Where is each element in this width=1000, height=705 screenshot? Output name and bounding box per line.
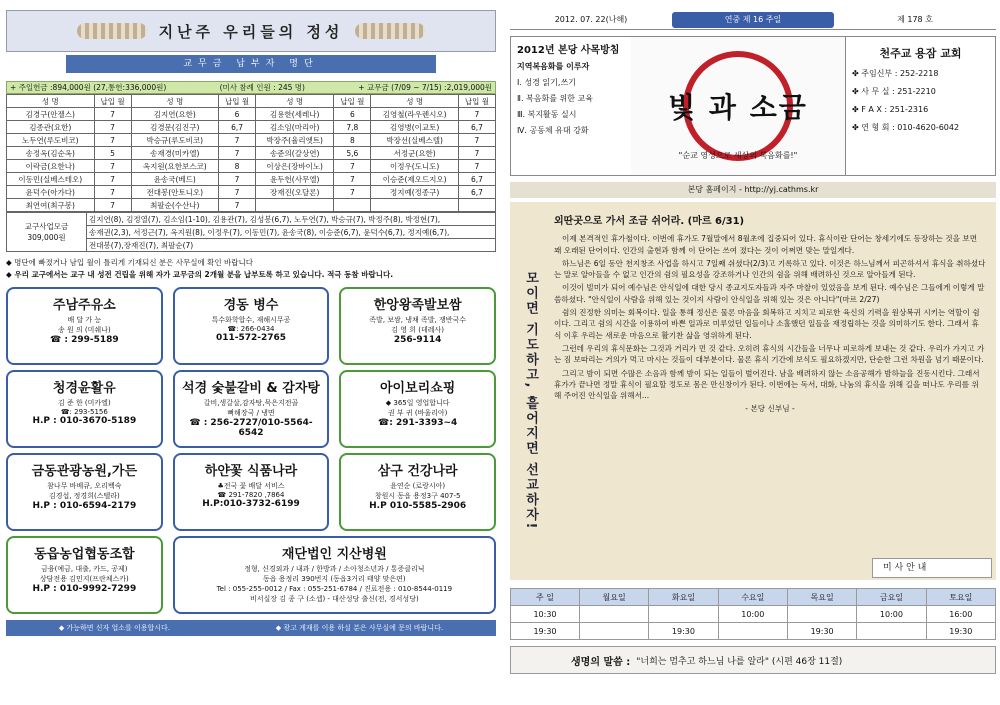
ad-phone: H.P 010-5585-2906 [369,501,467,511]
column-header: 성 명 [7,95,95,108]
table-cell: 박장선(실베스텔) [371,134,459,147]
plan-item: Ⅱ. 복음화를 위한 교육 [517,94,593,103]
table-cell: 정지예(정종구) [371,186,459,199]
ad-line: 송 원 의 (미쉐나) [57,326,111,334]
mass-time: 19:30 [787,623,856,640]
table-cell: 장재진(오달론) [256,186,334,199]
ads-grid [6,287,496,614]
parish-info [845,37,995,175]
table-cell: 7,8 [334,121,371,134]
ad-name: 청경윤활유 [52,381,116,396]
ad-name: 동읍농업협동조합 [34,547,135,562]
pastor-message [510,202,996,580]
mass-time [579,623,648,640]
table-row [7,108,496,121]
ad-phone: 256-9114 [393,335,442,345]
ad-name: 삼구 건강나라 [377,464,458,479]
dues-total: + 교무금 (7/09 ~ 7/15) :2,019,000원 [358,83,492,92]
table-cell [334,199,371,212]
day-header: 목요일 [787,589,856,606]
word-of-life [510,646,996,674]
mass-time: 10:30 [511,606,580,623]
message-paragraph: 이것이 빌미가 되어 예수님은 안식일에 대한 당시 종교지도자들과 자주 마찰이 있었음을 보게 된다. 예수님은 그들에게 이렇게 말씀하셨다. "안식일이 사람을 위해 있는 것이지 사람이 안식일을 위해 있는 것은 아니다"(마르 2/27) [554,283,985,304]
table-cell: 8 [334,134,371,147]
left-page [6,10,496,690]
footer-note: ◆ 가능하면 신자 업소를 이용합시다. [58,624,171,632]
mass-time: 19:30 [511,623,580,640]
table-cell: 노두연(루도비코) [7,134,95,147]
ad-line: 상담전용 김민지(프란체스카) [39,575,129,583]
column-header: 성 명 [371,95,459,108]
table-cell: 7 [94,108,131,121]
ad-card[interactable] [339,453,496,531]
table-cell: 박장주(율리엣트) [256,134,334,147]
ad-line: ☎ 291-7820 ,7864 [217,491,285,499]
mass-time [787,606,856,623]
word-label: 생명의 말씀 : [571,656,631,668]
gift-label: 교구사업모금 [24,222,69,231]
table-cell: 6 [334,108,371,121]
ad-line: 배 달 가 능 [67,316,102,324]
ad-name: 아이보리쇼핑 [379,381,456,396]
plan-title: 2012년 본당 사목방침 [517,45,620,56]
table-cell: 7 [219,134,256,147]
day-header: 수요일 [718,589,787,606]
day-header: 월요일 [579,589,648,606]
table-cell: 7 [334,186,371,199]
hospital-line: 동읍 용정리 390번지 (동읍3거리 태양 맞은편) [263,575,406,583]
offering-header [6,10,496,52]
offering-title: 지난주 우리들의 정성 [158,22,344,41]
table-cell: 7 [94,121,131,134]
notice-block [6,257,496,281]
plan-subtitle: 지역복음화를 이루자 [517,62,590,71]
table-cell: 7 [94,199,131,212]
day-header: 토요일 [926,589,995,606]
masthead [510,36,996,176]
table-cell: 7 [219,147,256,160]
table-cell: 김지연(요한) [131,108,219,121]
ad-card[interactable] [173,287,330,365]
hospital-ad[interactable] [173,536,496,614]
table-cell: 7 [219,199,256,212]
ad-phone: 011-572-2765 [215,333,287,343]
mass-time [718,623,787,640]
homepage-link[interactable]: 본당 홈페이지 - http://yj.cathms.kr [510,182,996,198]
word-text: "너희는 멈추고 하느님 나를 알라" (시편 46장 11절) [636,656,843,667]
ad-line: 권 부 귀 (바울리아) [387,409,448,417]
table-row [7,160,496,173]
gift-amount: 309,000원 [27,233,66,242]
day-header: 금요일 [857,589,926,606]
message-paragraph: 하느님은 6일 동안 천지창조 사업을 하시고 7일째 쉬셨다(2/3)고 기록하고 있다. 이것은 하느님께서 피곤하셔서 휴식을 취하셨다는 말로 알아들을 수 없고 인간의 쉼의 필요성을 강조하거나 인간의 쉼을 위해 배려하신 것으로 알아들게 된다. [554,258,986,280]
mass-time: 16:00 [926,606,995,623]
table-cell: 옥지원(요한보스코) [131,160,219,173]
table-cell: 이동민(실베스테오) [7,173,95,186]
parish-contact: ✤ F A X : 251-2316 [852,105,929,114]
table-cell: 이승준(제오드지오) [371,173,459,186]
message-body [540,202,996,580]
day-header: 주 일 [511,589,580,606]
ad-line: ◆ 365일 영업합니다 [385,399,450,407]
parish-contact: ✤ 연 형 회 : 010-4620-6042 [852,123,960,132]
table-cell: 7 [458,147,495,160]
table-row [7,121,496,134]
table-cell: 송준의(갈상연) [256,147,334,160]
table-cell: 최연여(최구봉) [7,199,95,212]
mass-time [857,623,926,640]
ad-phone: ☎: 291-3393~4 [378,418,458,428]
table-cell: 6,7 [458,186,495,199]
ad-card[interactable] [6,536,163,614]
ad-line: 참나무 바베큐, 오리백숙 [47,482,122,490]
parish-name: 천주교 용잠 교회 [879,47,962,60]
table-cell: 7 [94,134,131,147]
ornament-right [355,23,425,39]
mass-schedule [510,588,996,640]
ad-line: 김 준 한 (미카엘) [57,399,111,407]
table-cell: 송정옥(김순옥) [7,147,95,160]
bulletin-logo [631,37,845,175]
table-cell: 송재경(미카엘) [131,147,219,160]
table-cell: 6,7 [219,121,256,134]
pastoral-plan [511,37,631,175]
vertical-slogan: 모이면 기도하고, 흩어지면 선교하자! [523,271,538,531]
liturgical-week: 연중 제 16 주일 [672,12,834,28]
plan-item: Ⅳ. 공동체 유대 강화 [517,126,589,135]
message-paragraph: 그리고 밤이 되면 수많은 소음과 함께 밤이 되는 일들이 벌어진다. 남을 배려하지 않는 소음공해가 밤하늘을 진동시킨다. 그래서 휴가가 끝나면 정말 휴식이 필요할 정도로 몸은 만신창이가 된다. 이번에는 독서, 대화, 나눔의 휴식을 위해 길을 떠나도 우리를 위해 주어진 안식일을 위해서... [554,368,980,401]
table-cell: 김경문(김진구) [131,121,219,134]
table-cell: 6,7 [458,121,495,134]
ad-name: 금동관광농원,가든 [31,464,138,479]
table-cell [371,199,459,212]
table-row [7,199,496,212]
table-cell: 박승규(루도비코) [131,134,219,147]
mass-time: 10:00 [857,606,926,623]
gift-line: 전대봉(7),장재진(7), 최팔순(7) [87,239,496,252]
message-paragraph: 쉼의 진정한 의미는 회복이다. 일을 통해 정신은 물론 마음을 회복하고 지치고 피로한 육신의 기력을 원상복귀 시키는 역할이 쉼이다. 그리고 쉼의 시간을 이용하여 바쁜 일과로 미루었던 일들이나 소홀했던 일들을 재정립하는 것을 의미하기도 한다. 그래서 휴식 이후 우리는 새로운 마음으로 활기찬 삶을 영위하게 된다. [554,308,980,340]
gift-table [6,212,496,252]
table-cell [256,199,334,212]
mass-time: 10:00 [718,606,787,623]
logo-motto: "순교 영성으로 세상의 복음화를!" [678,151,798,160]
column-header: 납입 월 [94,95,131,108]
plan-item: Ⅰ. 성경 읽기,쓰기 [517,78,576,87]
day-header: 화요일 [649,589,718,606]
ad-line: 금융(예금, 대출, 카드, 공제) [41,565,128,573]
table-cell: 7 [458,160,495,173]
table-cell: 윤덕수(아가다) [7,186,95,199]
table-cell: 7 [94,173,131,186]
table-row [7,134,496,147]
table-cell [458,199,495,212]
issue-date: 2012. 07. 22(나해) [554,15,628,24]
message-title: 외딴곳으로 가서 조금 쉬어라. (마르 6/31) [554,216,745,227]
notice-line: ◆ 우리 교구에서는 교구 내 성전 건립을 위해 자가 교무금의 2개월 분을 납부토록 하고 있습니다. 적극 동참 바랍니다. [6,270,394,279]
ad-name: 주남주유소 [52,298,116,313]
ad-phone: H.P : 010-3670-5189 [32,416,137,426]
ad-line: ♣전국 꽃 배달 서비스 [217,482,285,490]
left-footer [6,620,496,636]
column-header: 납입 월 [219,95,256,108]
ad-card[interactable] [339,370,496,448]
ad-card[interactable] [6,370,163,448]
dues-table [6,94,496,212]
ad-phone: ☎ : 299-5189 [50,335,119,345]
table-cell: 7 [219,173,256,186]
ad-card[interactable] [6,287,163,365]
table-cell: 서정군(요한) [371,147,459,160]
ad-line: 창원시 동읍 용정3구 407-5 [374,492,461,500]
mass-schedule-header [511,589,996,606]
table-cell: 7 [334,173,371,186]
table-cell: 최팔순(수산나) [131,199,219,212]
issue-bar [510,10,996,30]
table-cell: 전대봉(안토니오) [131,186,219,199]
ad-card[interactable] [6,453,163,531]
table-cell: 윤두헌(사무엘) [256,173,334,186]
message-paragraph: 이제 본격적인 휴가철이다. 이번에 휴가도 7월말에서 8월초에 집중되어 있다. 휴식이란 단어는 창세기에도 등장하는 것을 보면 꽤 오래된 단어이다. 인간의 출현과 함께 이 단어는 쓰여 졌다는 것이 어쩌면 맞는 말일게다. [554,234,978,255]
table-row [7,147,496,160]
column-header: 납입 월 [334,95,371,108]
table-row [7,173,496,186]
table-cell: 윤송국(베드) [131,173,219,186]
message-paragraph: 그런데 우리의 휴식문화는 그것과 거리가 먼 것 같다. 오히려 휴식의 시간들을 너무나 피로하게 보내는 것 같다. 우리가 가지고 가는 짐 보따리는 거의가 먹고 마시는 것들이 대부분이다. 물론 휴식 기간에 보식도 필요하겠지만, 단순한 그런 차원을 넘기 때문이다. [554,343,985,365]
plan-item: Ⅲ. 복지활동 실시 [517,110,577,119]
table-row [7,186,496,199]
ad-line: 김 영 희 (데레사) [391,326,445,334]
ad-name: 하얀꽃 식품나라 [204,464,298,479]
offering-summary [6,81,496,94]
column-header: 성 명 [256,95,334,108]
table-cell: 8 [219,160,256,173]
gift-line: 송재권(2,3), 서정근(7), 옥지원(8), 이정우(7), 이동민(7), 윤송국(8), 이승준(6,7), 윤덕수(6,7), 정지예(6,7), [87,226,496,239]
table-cell: 김영병(이교토) [371,121,459,134]
ad-line: 김경섭, 정경희(스텔라) [48,492,120,500]
table-cell: 7 [458,108,495,121]
ad-phone: H.P:010-3732-6199 [202,499,300,509]
hospital-line: Tel : 055-255-0012 / Fax : 055-251-6784 / 진료전용 : 010-8544-0119 [216,585,453,593]
mass-row [511,623,996,640]
ornament-left [77,23,147,39]
ad-name: 석경 숯불갈비 & 감자탕 [182,381,320,396]
table-cell: 김종관(요한) [7,121,95,134]
ad-phone: ☎ : 256-2727/010-5564-6542 [189,418,313,438]
ad-phone: H.P : 010-9992-7299 [32,584,137,594]
ad-line: ☎: 293-5156 [60,408,108,416]
logo-title: 빛 과 소금 [668,91,808,124]
mass-time: 19:30 [926,623,995,640]
table-cell: 7 [458,134,495,147]
table-cell: 6 [219,108,256,121]
mass-time: 19:30 [649,623,718,640]
parish-contact: ✤ 사 무 실 : 251-2210 [852,87,936,96]
ad-phone: H.P : 010-6594-2179 [32,501,137,511]
ad-line: 갈비,생갈살,감자탕,묵은지전골 [203,399,299,407]
table-cell: 7 [219,186,256,199]
mass-time [579,606,648,623]
dues-subtitle: 교무금 납부자 명단 [66,55,436,73]
mass-time [649,606,718,623]
table-cell: 김경구(안젤스) [7,108,95,121]
hospital-line: 정형, 신경외과 / 내과 / 한방과 / 소아청소년과 / 통증클리닉 [244,565,425,573]
gift-label-cell [7,213,87,252]
column-header: 성 명 [131,95,219,108]
ad-name: 경동 병수 [223,298,279,313]
ad-line: 특수화학합수, 재해시무공 [211,316,291,324]
dues-table-header [7,95,496,108]
weekly-offering: + 주일헌금 :894,000원 (27,통헌:336,000원) [10,83,167,92]
message-signature: - 본당 신부님 - [745,404,795,414]
ad-card[interactable] [173,453,330,531]
ad-line: 족발, 보쌈, 냉채 족발, 쟁반국수 [369,316,467,324]
table-cell: 7 [334,160,371,173]
table-cell: 5,6 [334,147,371,160]
gift-line: 김지연(8), 김정열(7), 김소임(1-10), 김용관(7), 김성봉(6,7), 노두연(7), 박승규(7), 박정주(8), 박정현(7), [87,213,496,226]
table-cell: 7 [94,186,131,199]
column-header: 납입 월 [458,95,495,108]
footer-note: ◆ 광고 게재를 이용 하실 분은 사무실에 문의 바랍니다. [275,624,444,632]
table-cell: 이정우(도니도) [371,160,459,173]
table-cell: 김영철(라우렌시오) [371,108,459,121]
notice-line: ◆ 명단에 빠졌거나 남입 월이 틀리게 기재되신 분은 사무실에 확인 바랍니다 [6,258,253,267]
ad-name: 한앙왕족발보쌈 [373,298,462,313]
ad-card[interactable] [339,287,496,365]
table-cell: 이상은(장바이노) [256,160,334,173]
mass-guide-label: 미 사 안 내 [872,558,992,578]
right-page [510,10,996,690]
table-cell: 김용한(세레나) [256,108,334,121]
ad-line: 윤연순 (로랑시아) [390,482,446,490]
hospital-line: 비서실장 김 종 구 (소셉) - 대산성당 출신(전, 경서성당) [249,595,419,603]
issue-number: 제 178 호 [897,15,933,24]
ad-line: ☎: 266-0434 [227,325,275,333]
table-cell: 6,7 [458,173,495,186]
hospital-name: 재단법인 지산병원 [281,547,387,562]
table-cell: 5 [94,147,131,160]
ad-card[interactable] [173,370,330,448]
ad-line: 뼈해장국 / 냉면 [227,409,275,417]
table-cell: 7 [94,160,131,173]
parish-contact: ✤ 주임신부 : 252-2218 [852,69,939,78]
attendance-count: (미사 참례 인원 : 245 명) [219,83,305,92]
table-cell: 김소임(마리아) [256,121,334,134]
table-cell: 이락금(요한나) [7,160,95,173]
mass-row [511,606,996,623]
